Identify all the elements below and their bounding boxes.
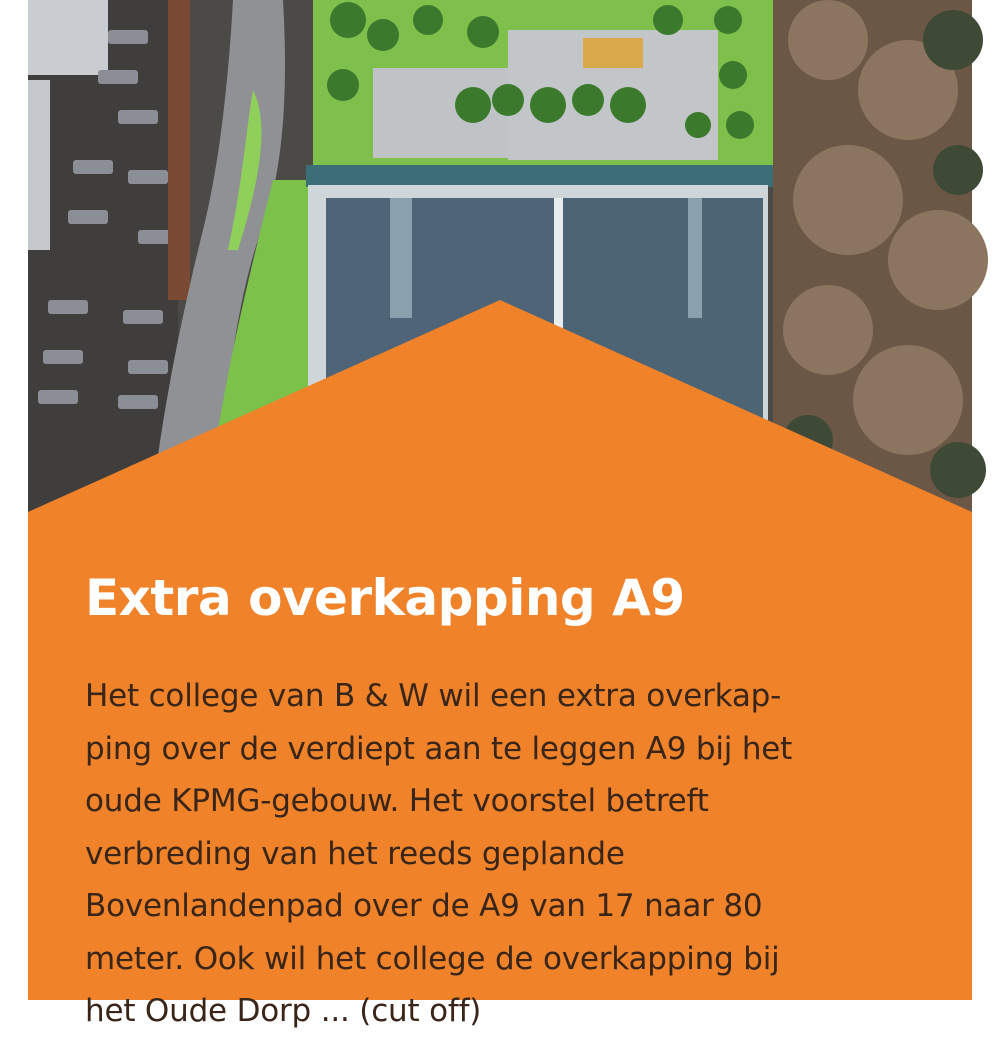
body-line: meter. Ook wil het college de overkapping bij xyxy=(85,940,780,977)
body-line: verbreding van het reeds geplande xyxy=(85,835,625,872)
body-line: Het college van B & W wil een extra overkap- xyxy=(85,678,782,714)
body-line: Bovenlandenpad over de A9 van 17 naar 80 xyxy=(85,888,763,924)
body-line: oude KPMG-gebouw. Het voorstel betreft xyxy=(85,783,709,819)
article-title: Extra overkapping A9 xyxy=(85,569,685,627)
body-line: ping over de verdiept aan te leggen A9 bij het xyxy=(85,730,793,767)
article-body xyxy=(85,670,965,1038)
article-card xyxy=(28,0,972,1029)
body-line: het Oude Dorp ... (cut off) xyxy=(85,993,482,1029)
